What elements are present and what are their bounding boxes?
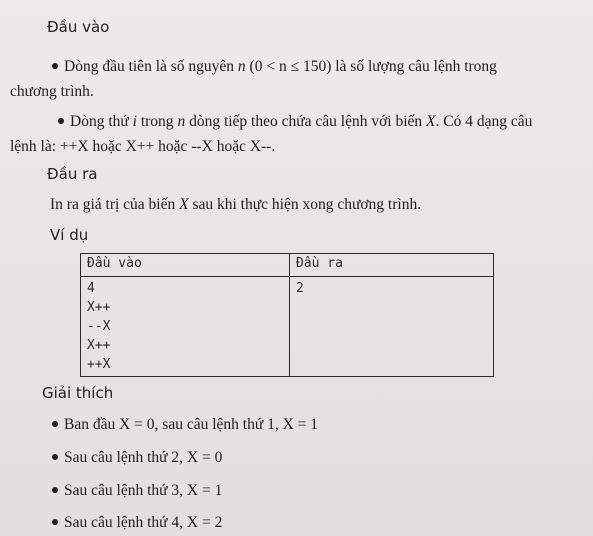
input-line: X++ [87, 300, 111, 315]
example-table [80, 253, 494, 377]
explanation-item: Sau câu lệnh thứ 4, X = 2 [52, 514, 222, 532]
bullet-icon [52, 63, 58, 69]
bullet-icon [52, 454, 58, 460]
table-header-input: Đầu vào [81, 254, 290, 277]
table-header-output: Đầu ra [290, 254, 494, 277]
input-heading: Đầu vào [47, 18, 110, 36]
bullet-icon [52, 487, 58, 493]
output-text: In ra giá trị của biến X sau khi thực hiện xong chương trình. [50, 196, 422, 213]
input-bullet-2-continued: lệnh là: ++X hoặc X++ hoặc --X hoặc X--. [10, 138, 276, 155]
input-line: --X [87, 319, 111, 334]
input-line: X++ [87, 338, 111, 353]
bullet-icon [52, 519, 58, 525]
input-bullet-1: Dòng đầu tiên là số nguyên n (0 < n ≤ 150) là số lượng câu lệnh trong [52, 58, 497, 76]
explanation-heading: Giải thích [42, 384, 114, 402]
input-bullet-2: Dòng thứ i trong n dòng tiếp theo chứa câu lệnh với biến X. Có 4 dạng câu [58, 113, 532, 131]
explanation-item: Ban đầu X = 0, sau câu lệnh thứ 1, X = 1 [52, 416, 318, 434]
table-cell-output [290, 277, 494, 377]
bullet-icon [58, 118, 64, 124]
input-bullet-1-continued: chương trình. [10, 83, 94, 100]
bullet-icon [52, 421, 58, 427]
output-heading: Đầu ra [47, 165, 98, 183]
table-cell-input [81, 277, 290, 377]
explanation-item: Sau câu lệnh thứ 2, X = 0 [52, 449, 222, 467]
explanation-item: Sau câu lệnh thứ 3, X = 1 [52, 482, 222, 500]
input-line: 4 [87, 281, 95, 296]
example-heading: Ví dụ [50, 226, 89, 244]
input-line: ++X [87, 357, 111, 372]
output-line: 2 [296, 281, 304, 296]
